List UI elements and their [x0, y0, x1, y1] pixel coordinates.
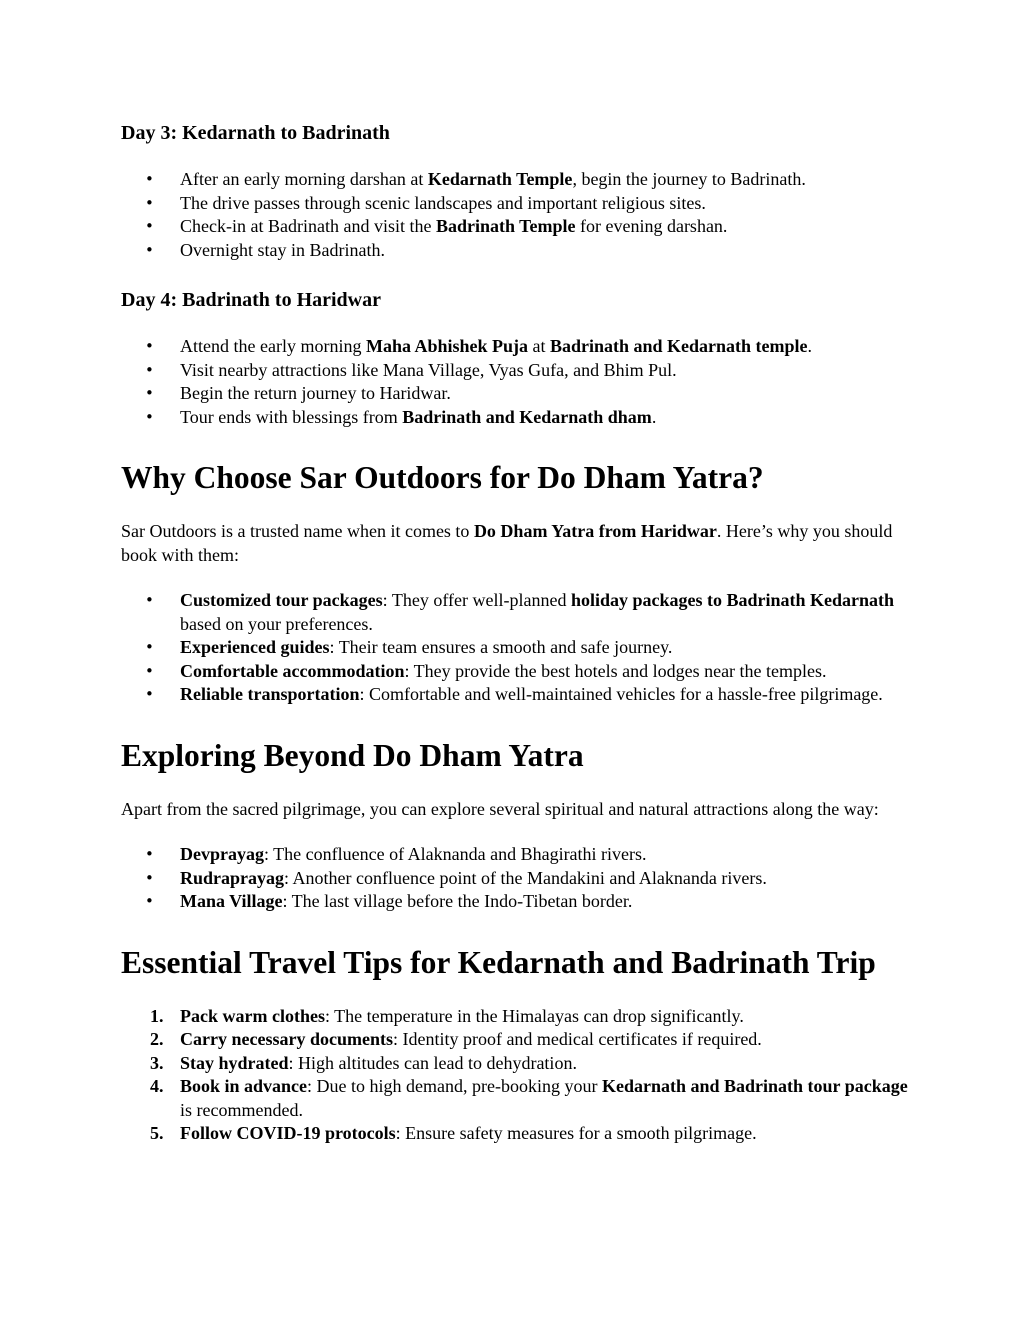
list-item: • Devprayag: The confluence of Alaknanda and Bhagirathi rivers.	[121, 843, 911, 867]
list-item: • Experienced guides: Their team ensures a smooth and safe journey.	[121, 636, 911, 660]
list-item: • Customized tour packages: They offer well-planned holiday packages to Badrinath Kedarnath based on your preferences.	[121, 589, 911, 636]
list-item: • Check-in at Badrinath and visit the Badrinath Temple for evening darshan.	[121, 215, 911, 239]
travel-tips-list	[121, 1005, 911, 1146]
list-item: • The drive passes through scenic landscapes and important religious sites.	[121, 192, 911, 216]
list-item: • Attend the early morning Maha Abhishek Puja at Badrinath and Kedarnath temple.	[121, 335, 911, 359]
list-number: 2.	[150, 1029, 164, 1049]
list-item: • Begin the return journey to Haridwar.	[121, 382, 911, 406]
exploring-beyond-intro: Apart from the sacred pilgrimage, you can explore several spiritual and natural attractions along the way:	[121, 798, 879, 819]
list-item: • Visit nearby attractions like Mana Village, Vyas Gufa, and Bhim Pul.	[121, 359, 911, 383]
why-choose-list	[121, 589, 911, 707]
exploring-beyond-heading: Exploring Beyond Do Dham Yatra	[121, 737, 584, 773]
list-item: • Overnight stay in Badrinath.	[121, 239, 911, 263]
list-item: • Rudraprayag: Another confluence point of the Mandakini and Alaknanda rivers.	[121, 867, 911, 891]
exploring-beyond-list	[121, 843, 911, 914]
list-number: 1.	[150, 1005, 164, 1026]
list-number: 5.	[150, 1123, 164, 1143]
list-item: • Reliable transportation: Comfortable and well-maintained vehicles for a hassle-free pilgrimage.	[121, 683, 911, 707]
list-item: 5. Follow COVID-19 protocols: Ensure safety measures for a smooth pilgrimage.	[121, 1122, 911, 1146]
day4-list	[121, 335, 911, 429]
list-item: • Tour ends with blessings from Badrinath and Kedarnath dham.	[121, 406, 911, 430]
day4-heading: Day 4: Badrinath to Haridwar	[121, 289, 381, 311]
list-number: 3.	[150, 1052, 164, 1073]
list-item: • After an early morning darshan at Kedarnath Temple, begin the journey to Badrinath.	[121, 168, 911, 192]
list-item: 3. Stay hydrated: High altitudes can lead to dehydration.	[121, 1052, 911, 1076]
list-item: • Comfortable accommodation: They provide the best hotels and lodges near the temples.	[121, 660, 911, 684]
why-choose-intro: Sar Outdoors is a trusted name when it comes to Do Dham Yatra from Haridwar. Here’s why you should book with them:	[121, 521, 893, 565]
travel-tips-heading: Essential Travel Tips for Kedarnath and Badrinath Trip	[121, 944, 876, 980]
list-item: 1. Pack warm clothes: The temperature in the Himalayas can drop significantly.	[121, 1005, 911, 1029]
list-item: 2. Carry necessary documents: Identity proof and medical certificates if required.	[121, 1028, 911, 1052]
list-number: 4.	[150, 1076, 164, 1096]
day3-list	[121, 168, 911, 262]
day3-heading: Day 3: Kedarnath to Badrinath	[121, 122, 390, 144]
list-item: • Mana Village: The last village before the Indo-Tibetan border.	[121, 890, 911, 914]
why-choose-heading: Why Choose Sar Outdoors for Do Dham Yatra?	[121, 460, 764, 495]
list-item: 4. Book in advance: Due to high demand, pre-booking your Kedarnath and Badrinath tour package is recommended.	[150, 1076, 908, 1120]
page-content	[121, 121, 911, 1146]
